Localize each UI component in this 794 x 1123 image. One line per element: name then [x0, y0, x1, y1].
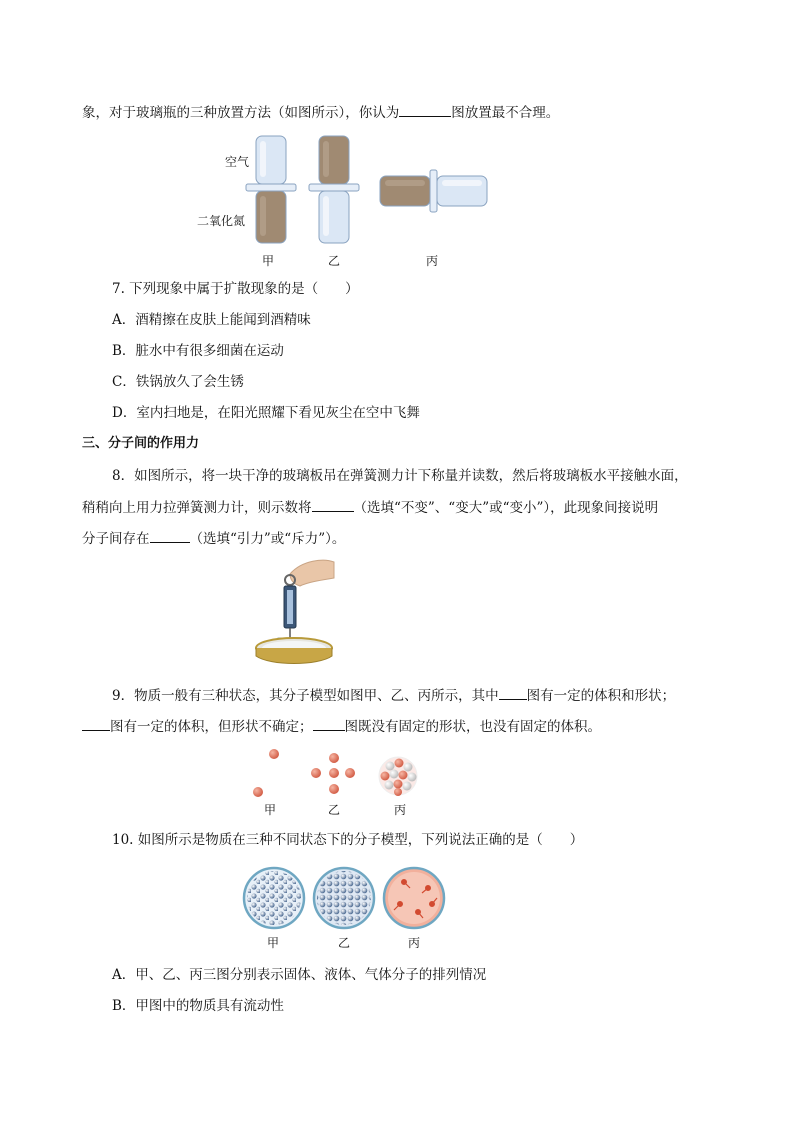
bottle-jia — [246, 136, 296, 243]
q6-text-before: 象，对于玻璃瓶的三种放置方法（如图所示），你认为 — [82, 105, 400, 121]
molecule-models-figure — [248, 746, 428, 806]
model-bing — [379, 757, 417, 796]
q6-text-line — [82, 102, 559, 123]
q8-blank-1[interactable] — [312, 497, 354, 512]
hand-shape — [290, 560, 334, 586]
model-jia — [253, 749, 279, 797]
q7-option-c[interactable]: C．铁锅放久了会生锈 — [112, 374, 244, 390]
bottle-yi — [309, 136, 359, 243]
q8-line2-before: 稍稍向上用力拉弹簧测力计，则示数将 — [82, 500, 312, 516]
scale-window — [287, 590, 293, 624]
model-label-bing: 丙 — [394, 803, 407, 817]
model-yi — [311, 753, 355, 794]
q8-line2 — [82, 497, 658, 518]
q9-line2-after: 图既没有固定的形状，也没有固定的体积。 — [344, 719, 601, 735]
q8-line2-after: （选填“不变”、“变大”或“变小”），此现象间接说明 — [353, 500, 659, 516]
spring-scale-figure — [250, 556, 370, 668]
state-label-bing: 丙 — [408, 936, 421, 950]
q8-line3 — [82, 528, 345, 549]
q7-option-a[interactable]: A．酒精擦在皮肤上能闻到酒精味 — [112, 312, 311, 328]
state-model-jia — [244, 868, 304, 928]
bottle-label-bing: 丙 — [426, 254, 439, 268]
section-title: 三、分子间的作用力 — [82, 436, 200, 451]
q9-line2-mid: 图有一定的体积，但形状不确定； — [110, 719, 313, 735]
q8-blank-2[interactable] — [150, 528, 190, 543]
q10-option-b[interactable]: B．甲图中的物质具有流动性 — [112, 998, 284, 1014]
q9-blank-2[interactable] — [82, 716, 110, 731]
state-label-jia: 甲 — [267, 936, 280, 950]
q9-blank-1[interactable] — [499, 685, 527, 700]
bottle-label-yi: 乙 — [328, 254, 341, 268]
q7-option-d[interactable]: D．室内扫地是，在阳光照耀下看见灰尘在空中飞舞 — [112, 405, 420, 421]
state-model-bing — [384, 868, 444, 928]
gas-bottles-drawing — [240, 130, 540, 250]
q6-answer-blank[interactable] — [399, 102, 451, 117]
q8-line1: 8．如图所示，将一块干净的玻璃板吊在弹簧测力计下称量并读数，然后将玻璃板水平接触水面， — [112, 468, 688, 484]
label-air: 空气 — [225, 155, 250, 169]
q9-blank-3[interactable] — [313, 716, 345, 731]
label-no2: 二氧化氮 — [197, 214, 246, 228]
q9-line1-after: 图有一定的体积和形状； — [526, 688, 676, 704]
q6-text-after: 图放置最不合理。 — [451, 105, 560, 121]
q10-option-a[interactable]: A．甲、乙、丙三图分别表示固体、液体、气体分子的排列情况 — [112, 967, 487, 983]
q9-line1-before: 9．物质一般有三种状态，其分子模型如图甲、乙、丙所示，其中 — [112, 688, 499, 704]
bottle-label-jia: 甲 — [262, 254, 275, 268]
bottle-bing — [380, 170, 487, 212]
q9-line2 — [82, 716, 601, 737]
q7-stem: 7. 下列现象中属于扩散现象的是（ ） — [112, 281, 359, 297]
states-models-figure — [242, 866, 452, 932]
q10-stem: 10. 如图所示是物质在三种不同状态下的分子模型，下列说法正确的是（ ） — [112, 832, 584, 848]
model-label-yi: 乙 — [328, 803, 341, 817]
q8-line3-after: （选填“引力”或“斥力”）。 — [189, 531, 346, 547]
model-label-jia: 甲 — [264, 803, 277, 817]
q9-line1 — [112, 685, 675, 706]
q8-line3-before: 分子间存在 — [82, 531, 150, 547]
q7-option-b[interactable]: B．脏水中有很多细菌在运动 — [112, 343, 284, 359]
state-label-yi: 乙 — [338, 936, 351, 950]
state-model-yi — [314, 868, 374, 928]
